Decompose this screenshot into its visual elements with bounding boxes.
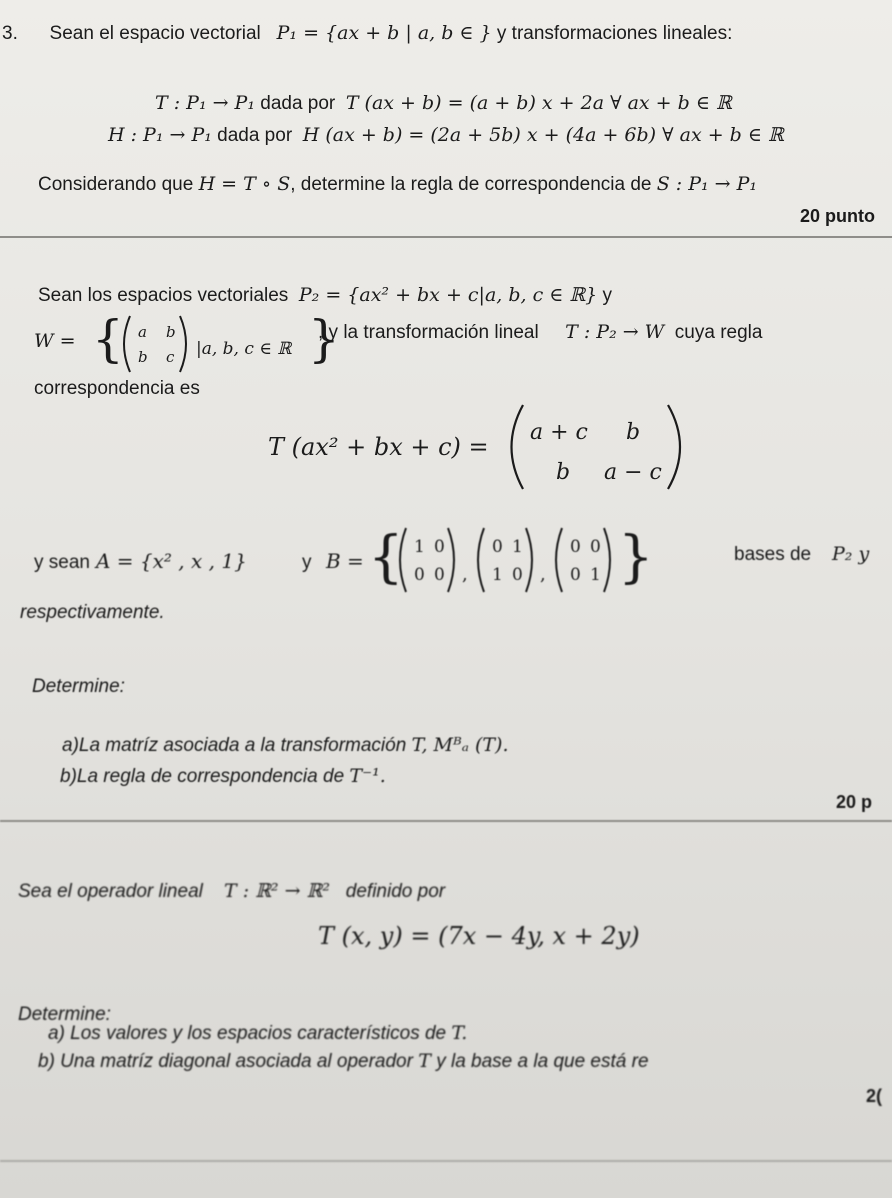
- determine-label-2: Determine:: [32, 676, 125, 697]
- problem-3-intro: Sea el operador lineal T : ℝ² → ℝ² definido por: [18, 880, 446, 902]
- bases-tail: bases de: [734, 544, 812, 565]
- transform-rule: [268, 395, 708, 495]
- item-2b: b)La regla de correspondencia de T⁻¹.: [60, 765, 386, 787]
- divider: [0, 236, 892, 238]
- w-entry-c: c: [166, 348, 175, 366]
- rule-entry-22: a − c: [604, 460, 662, 485]
- left-brace: {: [92, 310, 124, 368]
- b1-12: 0: [434, 537, 445, 557]
- w-entry-b: b: [166, 323, 176, 341]
- b-left-brace: {: [368, 525, 404, 590]
- transform-line: , y la transformación lineal T : P₂ → W cuya regla: [318, 321, 763, 343]
- divider-3: [0, 1160, 892, 1162]
- w-lhs: W =: [34, 330, 76, 352]
- svg-text:,: ,: [462, 564, 468, 585]
- b-right-brace: }: [618, 525, 654, 590]
- b3-22: 1: [590, 565, 601, 585]
- b3-12: 0: [590, 537, 601, 557]
- b2-22: 0: [512, 565, 523, 585]
- b2-11: 0: [492, 537, 503, 557]
- rule-entry-21: b: [556, 460, 571, 485]
- w-entry-a: a: [138, 323, 147, 341]
- problem-2-intro: Sean los espacios vectoriales P₂ = {ax² + bx + c|a, b, c ∈ ℝ} y: [38, 284, 613, 306]
- points-label: 20 punto: [800, 206, 875, 226]
- bases-intro: y sean: [34, 552, 90, 573]
- correspondence-label: correspondencia es: [34, 378, 200, 399]
- b2-12: 1: [512, 537, 523, 557]
- item-3a: a) Los valores y los espacios característicos de T.: [48, 1022, 468, 1044]
- rule-lhs: T (ax² + bx + c) =: [268, 433, 489, 461]
- bases-svg: [34, 518, 892, 600]
- respectively-label: respectivamente.: [20, 602, 165, 623]
- determine-label-3: Determine:: [18, 1004, 111, 1025]
- right-brace: }: [308, 310, 340, 368]
- points-label-2: 20 p: [836, 792, 873, 812]
- transform-rule-svg: [268, 395, 708, 495]
- bases-line: [34, 518, 892, 600]
- rule-right-paren: [668, 405, 680, 489]
- w-condition: |a, b, c ∈ ℝ: [196, 339, 292, 359]
- set-b-lhs: B =: [326, 549, 364, 573]
- item-3b: b) Una matríz diagonal asociada al operador T y la base a la que está re: [38, 1050, 649, 1072]
- b2-21: 1: [492, 565, 503, 585]
- t-definition: T : P₁ → P₁ dada por T (ax + b) = (a + b) x + 2a ∀ ax + b ∈ ℝ: [155, 92, 732, 114]
- w-entry-b2: b: [138, 348, 148, 366]
- b1-21: 0: [414, 565, 425, 585]
- item-2a: a)La matríz asociada a la transformación T, Mᴮₐ (T).: [62, 734, 509, 756]
- operator-rule: T (x, y) = (7x − 4y, x + 2y): [318, 922, 640, 950]
- w-set-svg: [34, 308, 594, 380]
- bases-y: y: [302, 552, 312, 573]
- divider-2: [0, 820, 892, 822]
- bases-tail-math: P₂ y: [832, 543, 870, 565]
- problem-1-intro: 3. Sean el espacio vectorial P₁ = {ax + b | a, b ∈ } y transformaciones lineales:: [2, 22, 733, 44]
- svg-text:,: ,: [540, 564, 546, 585]
- points-label-3: 2(: [866, 1086, 883, 1106]
- rule-left-paren: [512, 405, 524, 489]
- rule-entry-12: b: [626, 420, 641, 445]
- h-definition: H : P₁ → P₁ dada por H (ax + b) = (2a + 5b) x + (4a + 6b) ∀ ax + b ∈ ℝ: [108, 124, 784, 146]
- b3-11: 0: [570, 537, 581, 557]
- problem-1-question: Considerando que H = T ∘ S, determine la regla de correspondencia de S : P₁ → P₁: [38, 173, 758, 195]
- rule-entry-11: a + c: [530, 420, 588, 445]
- right-paren: [180, 316, 186, 372]
- left-paren: [124, 316, 130, 372]
- b1-22: 0: [434, 565, 445, 585]
- set-a: A = {x² , x , 1}: [96, 549, 247, 573]
- b3-21: 0: [570, 565, 581, 585]
- b1-11: 1: [414, 537, 425, 557]
